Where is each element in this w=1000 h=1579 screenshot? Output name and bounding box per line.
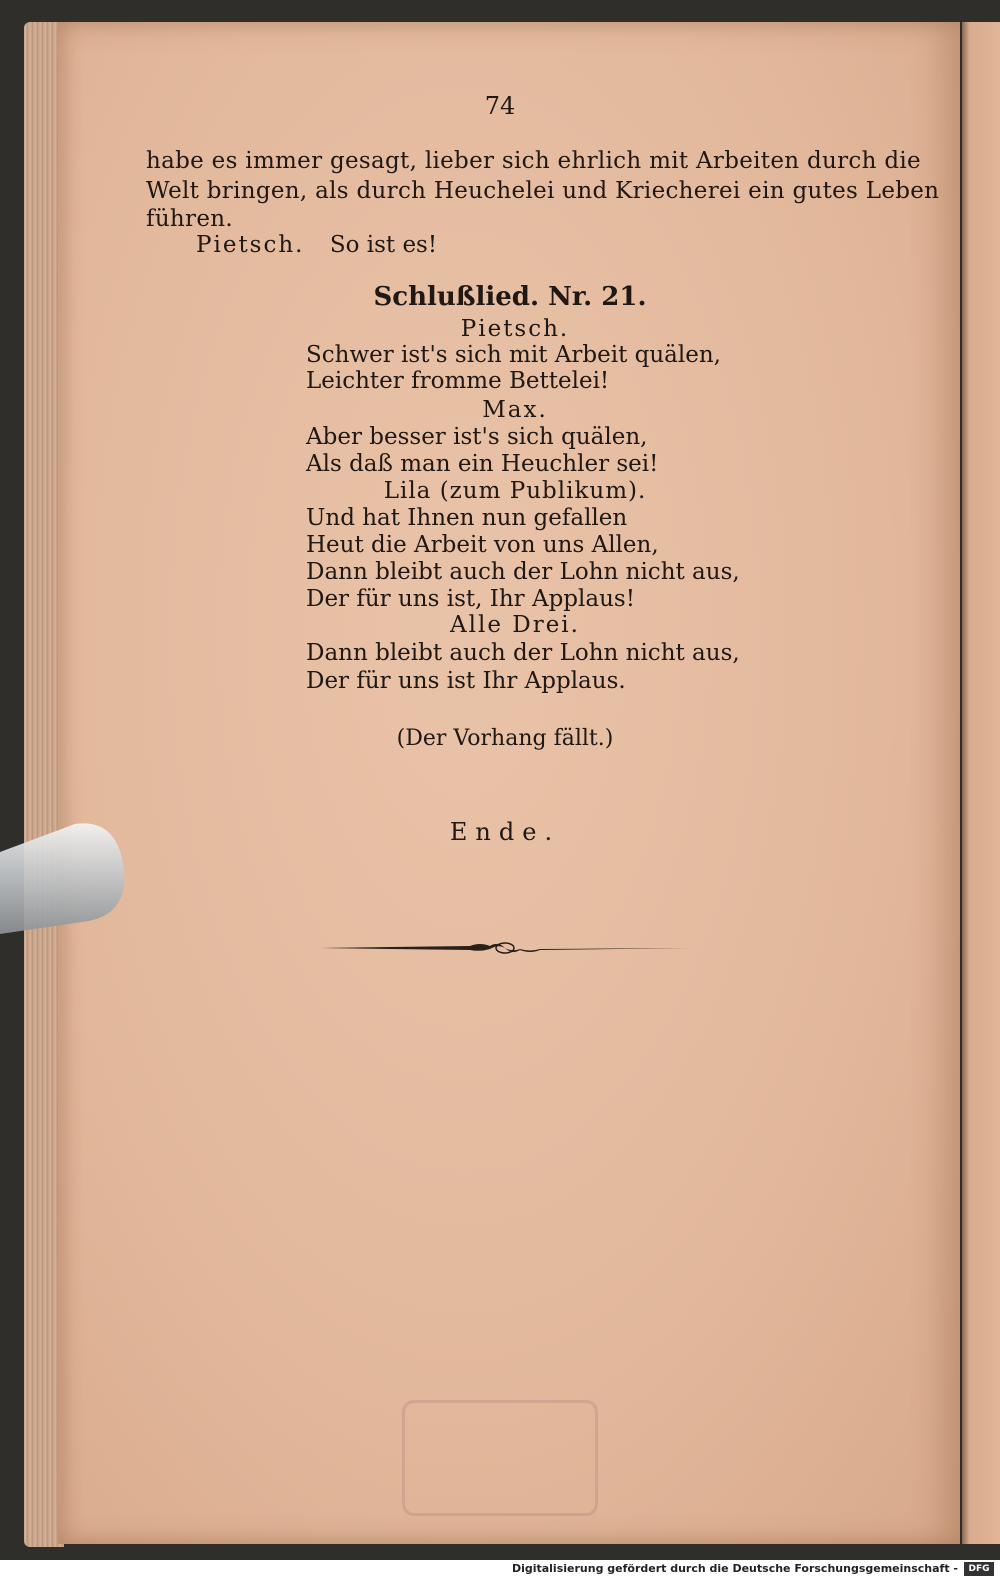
prose-line: führen. xyxy=(146,206,233,232)
footer-bar xyxy=(0,1560,1000,1579)
song-speaker: Max. xyxy=(482,397,548,423)
verse-line: Schwer ist's sich mit Arbeit quälen, xyxy=(306,342,721,368)
page-clip xyxy=(0,822,125,937)
ornament-divider xyxy=(320,938,690,958)
library-stamp xyxy=(402,1400,598,1516)
verse-line: Der für uns ist Ihr Applaus. xyxy=(306,668,626,694)
speaker-name: Pietsch. xyxy=(196,232,305,258)
verse-line: Der für uns ist, Ihr Applaus! xyxy=(306,586,635,612)
verse-line: Aber besser ist's sich quälen, xyxy=(306,424,648,450)
prose-line: Welt bringen, als durch Heuchelei und Kriecherei ein gutes Leben xyxy=(146,178,940,204)
verse-line: Dann bleibt auch der Lohn nicht aus, xyxy=(306,559,740,585)
page-number: 74 xyxy=(484,92,516,120)
speech-line xyxy=(196,232,437,258)
facing-page-edge xyxy=(962,22,1000,1544)
dfg-logo: DFG xyxy=(964,1562,994,1576)
song-speaker: Alle Drei. xyxy=(450,612,580,638)
verse-line: Und hat Ihnen nun gefallen xyxy=(306,505,628,531)
end-word: Ende. xyxy=(449,818,561,846)
prose-line: habe es immer gesagt, lieber sich ehrlich mit Arbeiten durch die xyxy=(146,148,921,174)
verse-line: Leichter fromme Bettelei! xyxy=(306,368,610,394)
bleed-through-texture xyxy=(150,700,890,1400)
footer-credit: Digitalisierung gefördert durch die Deutsche Forschungsgemeinschaft - xyxy=(511,1562,958,1575)
verse-line: Heut die Arbeit von uns Allen, xyxy=(306,532,659,558)
song-heading: Schlußlied. Nr. 21. xyxy=(373,282,647,312)
song-speaker: Lila (zum Publikum). xyxy=(383,478,647,504)
speech-text: So ist es! xyxy=(329,232,438,258)
verse-line: Dann bleibt auch der Lohn nicht aus, xyxy=(306,640,740,666)
verse-line: Als daß man ein Heuchler sei! xyxy=(306,451,659,477)
stage-direction: (Der Vorhang fällt.) xyxy=(396,726,614,751)
song-speaker: Pietsch. xyxy=(460,316,570,342)
